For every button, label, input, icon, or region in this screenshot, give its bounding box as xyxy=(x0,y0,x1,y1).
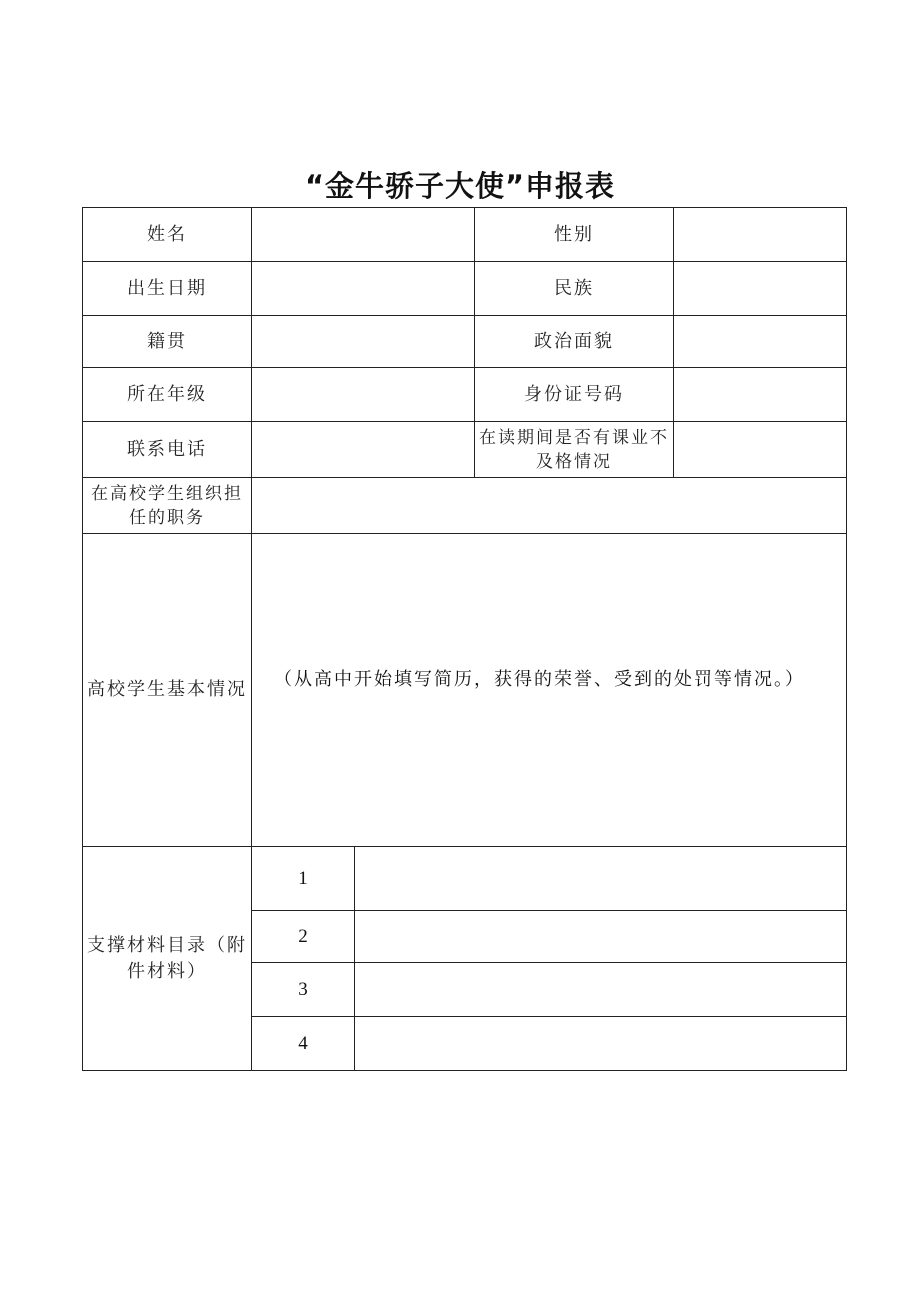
basic-info-label: 高校学生基本情况 xyxy=(83,534,252,847)
political-status-value-cell[interactable] xyxy=(674,316,847,368)
materials-row-value-cell[interactable] xyxy=(355,1017,847,1071)
birthdate-value-cell[interactable] xyxy=(252,262,475,316)
native-place-value-cell[interactable] xyxy=(252,316,475,368)
form-title: “金牛骄子大使”申报表 xyxy=(304,169,616,203)
materials-row-value-cell[interactable] xyxy=(355,911,847,963)
grade-label: 所在年级 xyxy=(83,368,252,422)
student-org-role-label: 在高校学生组织担任的职务 xyxy=(83,478,252,534)
materials-row-number: 2 xyxy=(252,911,355,963)
form-row-native-place xyxy=(83,316,847,368)
ethnicity-label: 民族 xyxy=(475,262,674,316)
phone-value-cell[interactable] xyxy=(252,422,475,478)
ethnicity-value-cell[interactable] xyxy=(674,262,847,316)
form-row-birthdate xyxy=(83,262,847,316)
basic-info-hint[interactable]: （从高中开始填写简历，获得的荣誉、受到的处罚等情况。） xyxy=(252,534,847,847)
materials-row-number: 1 xyxy=(252,847,355,911)
materials-row-number: 3 xyxy=(252,963,355,1017)
name-label: 姓名 xyxy=(83,208,252,262)
form-row-basic-info xyxy=(83,534,847,847)
failed-courses-label: 在读期间是否有课业不及格情况 xyxy=(475,422,674,478)
political-status-label: 政治面貌 xyxy=(475,316,674,368)
failed-courses-value-cell[interactable] xyxy=(674,422,847,478)
native-place-label: 籍贯 xyxy=(83,316,252,368)
materials-label: 支撑材料目录（附件材料） xyxy=(83,847,252,1071)
form-row-student-org xyxy=(83,478,847,534)
form-row-grade xyxy=(83,368,847,422)
name-value-cell[interactable] xyxy=(252,208,475,262)
materials-row xyxy=(83,847,847,911)
student-org-role-value-cell[interactable] xyxy=(252,478,847,534)
materials-row-value-cell[interactable] xyxy=(355,847,847,911)
grade-value-cell[interactable] xyxy=(252,368,475,422)
gender-label: 性别 xyxy=(475,208,674,262)
materials-row-value-cell[interactable] xyxy=(355,963,847,1017)
materials-row-number: 4 xyxy=(252,1017,355,1071)
id-number-value-cell[interactable] xyxy=(674,368,847,422)
form-row-name xyxy=(83,208,847,262)
application-form-table xyxy=(82,207,847,1071)
id-number-label: 身份证号码 xyxy=(475,368,674,422)
gender-value-cell[interactable] xyxy=(674,208,847,262)
form-row-phone xyxy=(83,422,847,478)
birthdate-label: 出生日期 xyxy=(83,262,252,316)
phone-label: 联系电话 xyxy=(83,422,252,478)
